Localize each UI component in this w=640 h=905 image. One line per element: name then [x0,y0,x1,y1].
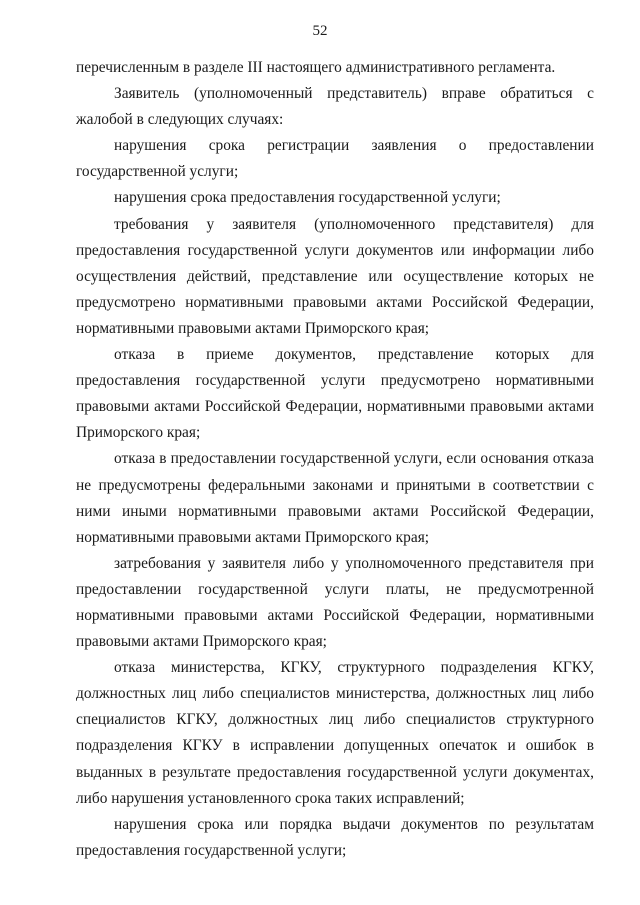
paragraph-case-refusal-service: отказа в предоставлении государственной услуги, если основания отказа не предусмотрены федеральными законами и принятыми в соответствии с ними иными нормативными правовыми актами Российской Федерации, нормативными правовыми актами Приморского края; [76,450,594,546]
paragraph-complaint-intro: Заявитель (уполномоченный представитель) вправе обратиться с жалобой в следующих случаях: [76,85,594,129]
paragraph-case-fee-demand: затребования у заявителя либо у уполномоченного представителя при предоставлении государственной услуги платы, не предусмотренной нормативными правовыми актами Российской Федерации, нормативными правовыми актами Приморского края; [76,554,594,651]
paragraph-case-issuance-violation: нарушения срока или порядка выдачи документов по результатам предоставления государственной услуги; [76,815,594,859]
document-body [76,55,594,864]
paragraph-case-registration-deadline: нарушения срока регистрации заявления о предоставлении государственной услуги; [76,137,594,181]
paragraph-case-extra-documents: требования у заявителя (уполномоченного представителя) для предоставления государственной услуги документов или информации либо осуществления действий, представление или осуществление которых не предусмотрено нормативными правовыми актами Российской Федерации, нормативными правовыми актами Приморского края; [76,215,594,337]
paragraph-case-service-deadline: нарушения срока предоставления государственной услуги; [114,189,501,207]
paragraph-case-correction-refusal: отказа министерства, КГКУ, структурного подразделения КГКУ, должностных лиц либо специалистов министерства, должностных лиц либо специалистов КГКУ, должностных лиц либо специалистов структурного подразделения КГКУ в исправлении допущенных опечаток и ошибок в выданных в результате предоставления государственной услуги документах, либо нарушения установленного срока таких исправлений; [76,659,594,807]
paragraph-continuation: перечисленным в разделе III настоящего административного регламента. [76,59,556,76]
paragraph-case-refusal-acceptance: отказа в приеме документов, представление которых для предоставления государственной услуги предусмотрено нормативными правовыми актами Российской Федерации, нормативными правовыми актами Приморского края; [76,346,594,442]
page-number: 52 [312,23,328,39]
